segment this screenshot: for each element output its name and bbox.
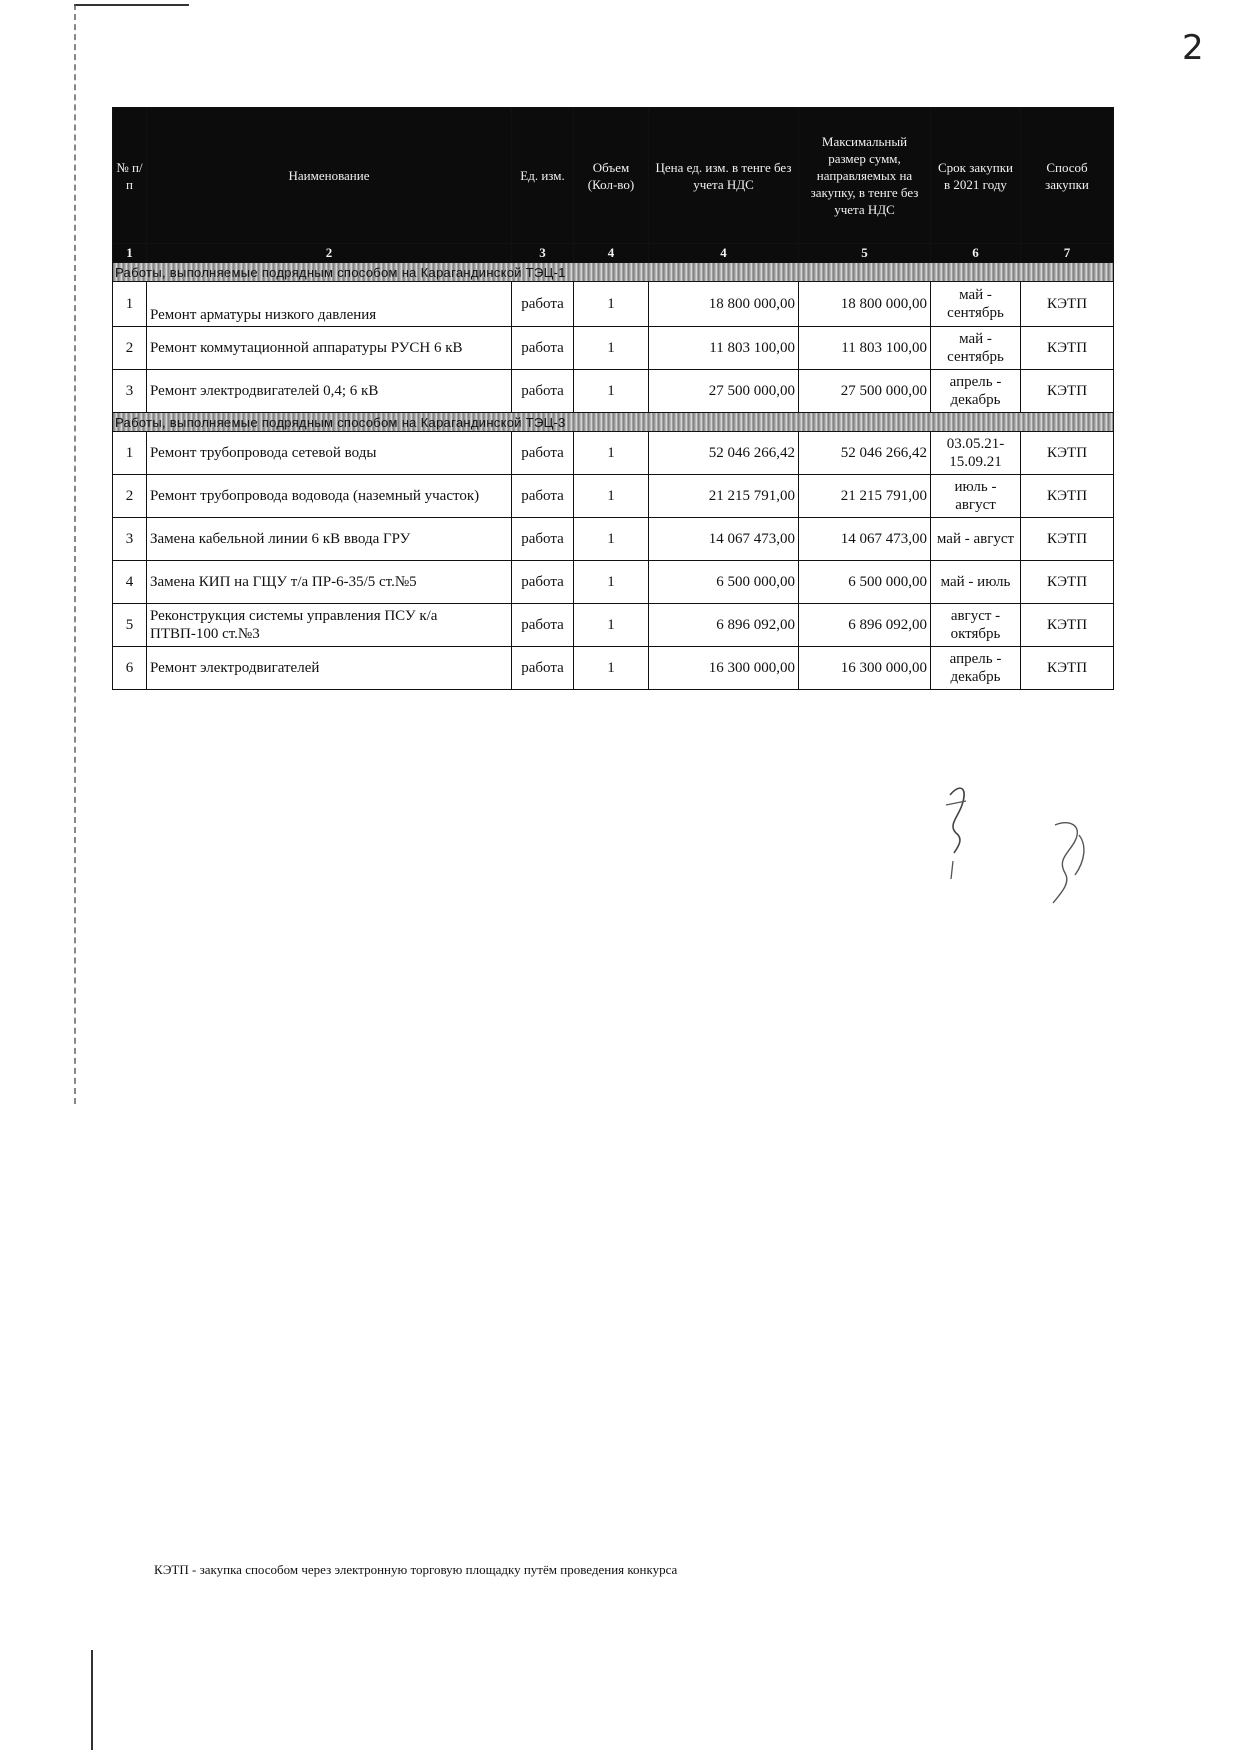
row-name: Реконструкция системы управления ПСУ к/а ПТВП-100 ст.№3: [147, 604, 512, 647]
row-period: май - сентябрь: [931, 327, 1021, 370]
table-row: [113, 604, 1114, 647]
procurement-table: [112, 107, 1114, 690]
scan-edge-mark: [91, 1650, 93, 1750]
row-name: Ремонт трубопровода водовода (наземный участок): [147, 475, 512, 518]
row-qty: 1: [574, 518, 649, 561]
row-number: 3: [113, 518, 147, 561]
row-period: май - июль: [931, 561, 1021, 604]
table-row: [113, 327, 1114, 370]
row-name: Ремонт электродвигателей: [147, 647, 512, 690]
handwritten-signature: [920, 775, 1000, 885]
row-total: 11 803 100,00: [799, 327, 931, 370]
row-unit: работа: [512, 518, 574, 561]
section-row: [113, 263, 1114, 282]
row-price: 27 500 000,00: [649, 370, 799, 413]
column-number: 4: [649, 244, 799, 263]
header-cell: Наименование: [147, 108, 512, 244]
row-method: КЭТП: [1021, 432, 1114, 475]
header-cell: Цена ед. изм. в тенге без учета НДС: [649, 108, 799, 244]
header-cell: Способ закупки: [1021, 108, 1114, 244]
column-number: 2: [147, 244, 512, 263]
row-name: Замена кабельной линии 6 кВ ввода ГРУ: [147, 518, 512, 561]
section-title: Работы, выполняемые подрядным способом на Карагандинской ТЭЦ-3: [113, 413, 1114, 432]
column-number: 7: [1021, 244, 1114, 263]
row-unit: работа: [512, 475, 574, 518]
row-qty: 1: [574, 647, 649, 690]
row-total: 27 500 000,00: [799, 370, 931, 413]
row-qty: 1: [574, 327, 649, 370]
table-header-row: [113, 108, 1114, 244]
row-method: КЭТП: [1021, 561, 1114, 604]
row-name: Ремонт арматуры низкого давления: [147, 282, 512, 327]
row-qty: 1: [574, 604, 649, 647]
row-price: 21 215 791,00: [649, 475, 799, 518]
row-number: 3: [113, 370, 147, 413]
row-number: 6: [113, 647, 147, 690]
section-title: Работы, выполняемые подрядным способом на Карагандинской ТЭЦ-1: [113, 263, 1114, 282]
page-number: 2: [1182, 28, 1204, 68]
row-method: КЭТП: [1021, 327, 1114, 370]
table-row: [113, 432, 1114, 475]
header-cell: № п/п: [113, 108, 147, 244]
row-period: май - август: [931, 518, 1021, 561]
row-total: 14 067 473,00: [799, 518, 931, 561]
row-qty: 1: [574, 370, 649, 413]
column-number-row: [113, 244, 1114, 263]
table-row: [113, 518, 1114, 561]
row-price: 6 896 092,00: [649, 604, 799, 647]
row-price: 11 803 100,00: [649, 327, 799, 370]
row-period: июль - август: [931, 475, 1021, 518]
row-method: КЭТП: [1021, 604, 1114, 647]
row-total: 18 800 000,00: [799, 282, 931, 327]
header-cell: Объем (Кол-во): [574, 108, 649, 244]
row-unit: работа: [512, 604, 574, 647]
row-number: 2: [113, 327, 147, 370]
row-price: 16 300 000,00: [649, 647, 799, 690]
row-method: КЭТП: [1021, 647, 1114, 690]
row-period: май - сентябрь: [931, 282, 1021, 327]
row-unit: работа: [512, 370, 574, 413]
handwritten-signature: [1035, 815, 1115, 925]
row-name: Замена КИП на ГЩУ т/а ПР-6-35/5 ст.№5: [147, 561, 512, 604]
column-number: 6: [931, 244, 1021, 263]
scan-edge-mark: [74, 4, 76, 1104]
row-unit: работа: [512, 432, 574, 475]
row-method: КЭТП: [1021, 475, 1114, 518]
row-period: август - октябрь: [931, 604, 1021, 647]
header-cell: Максимальный размер сумм, направляемых на закупку, в тенге без учета НДС: [799, 108, 931, 244]
row-qty: 1: [574, 561, 649, 604]
header-cell: Срок закупки в 2021 году: [931, 108, 1021, 244]
table-row: [113, 561, 1114, 604]
row-number: 5: [113, 604, 147, 647]
row-price: 14 067 473,00: [649, 518, 799, 561]
row-total: 6 500 000,00: [799, 561, 931, 604]
row-number: 1: [113, 282, 147, 327]
row-period: 03.05.21- 15.09.21: [931, 432, 1021, 475]
table-row: [113, 370, 1114, 413]
row-price: 52 046 266,42: [649, 432, 799, 475]
row-qty: 1: [574, 432, 649, 475]
row-name: Ремонт трубопровода сетевой воды: [147, 432, 512, 475]
column-number: 1: [113, 244, 147, 263]
row-qty: 1: [574, 282, 649, 327]
row-method: КЭТП: [1021, 282, 1114, 327]
table-row: [113, 282, 1114, 327]
row-number: 2: [113, 475, 147, 518]
row-total: 21 215 791,00: [799, 475, 931, 518]
row-method: КЭТП: [1021, 518, 1114, 561]
table-row: [113, 647, 1114, 690]
footnote: КЭТП - закупка способом через электронную торговую площадку путём проведения конкурса: [154, 1562, 678, 1577]
row-total: 52 046 266,42: [799, 432, 931, 475]
row-unit: работа: [512, 327, 574, 370]
row-number: 4: [113, 561, 147, 604]
column-number: 5: [799, 244, 931, 263]
row-price: 6 500 000,00: [649, 561, 799, 604]
scan-edge-mark: [74, 4, 189, 6]
column-number: 4: [574, 244, 649, 263]
row-method: КЭТП: [1021, 370, 1114, 413]
row-price: 18 800 000,00: [649, 282, 799, 327]
row-total: 16 300 000,00: [799, 647, 931, 690]
row-name: Ремонт коммутационной аппаратуры РУСН 6 кВ: [147, 327, 512, 370]
table-row: [113, 475, 1114, 518]
section-row: [113, 413, 1114, 432]
row-total: 6 896 092,00: [799, 604, 931, 647]
row-unit: работа: [512, 561, 574, 604]
row-qty: 1: [574, 475, 649, 518]
header-cell: Ед. изм.: [512, 108, 574, 244]
row-unit: работа: [512, 282, 574, 327]
column-number: 3: [512, 244, 574, 263]
row-unit: работа: [512, 647, 574, 690]
row-number: 1: [113, 432, 147, 475]
row-name: Ремонт электродвигателей 0,4; 6 кВ: [147, 370, 512, 413]
row-period: апрель - декабрь: [931, 647, 1021, 690]
row-period: апрель - декабрь: [931, 370, 1021, 413]
